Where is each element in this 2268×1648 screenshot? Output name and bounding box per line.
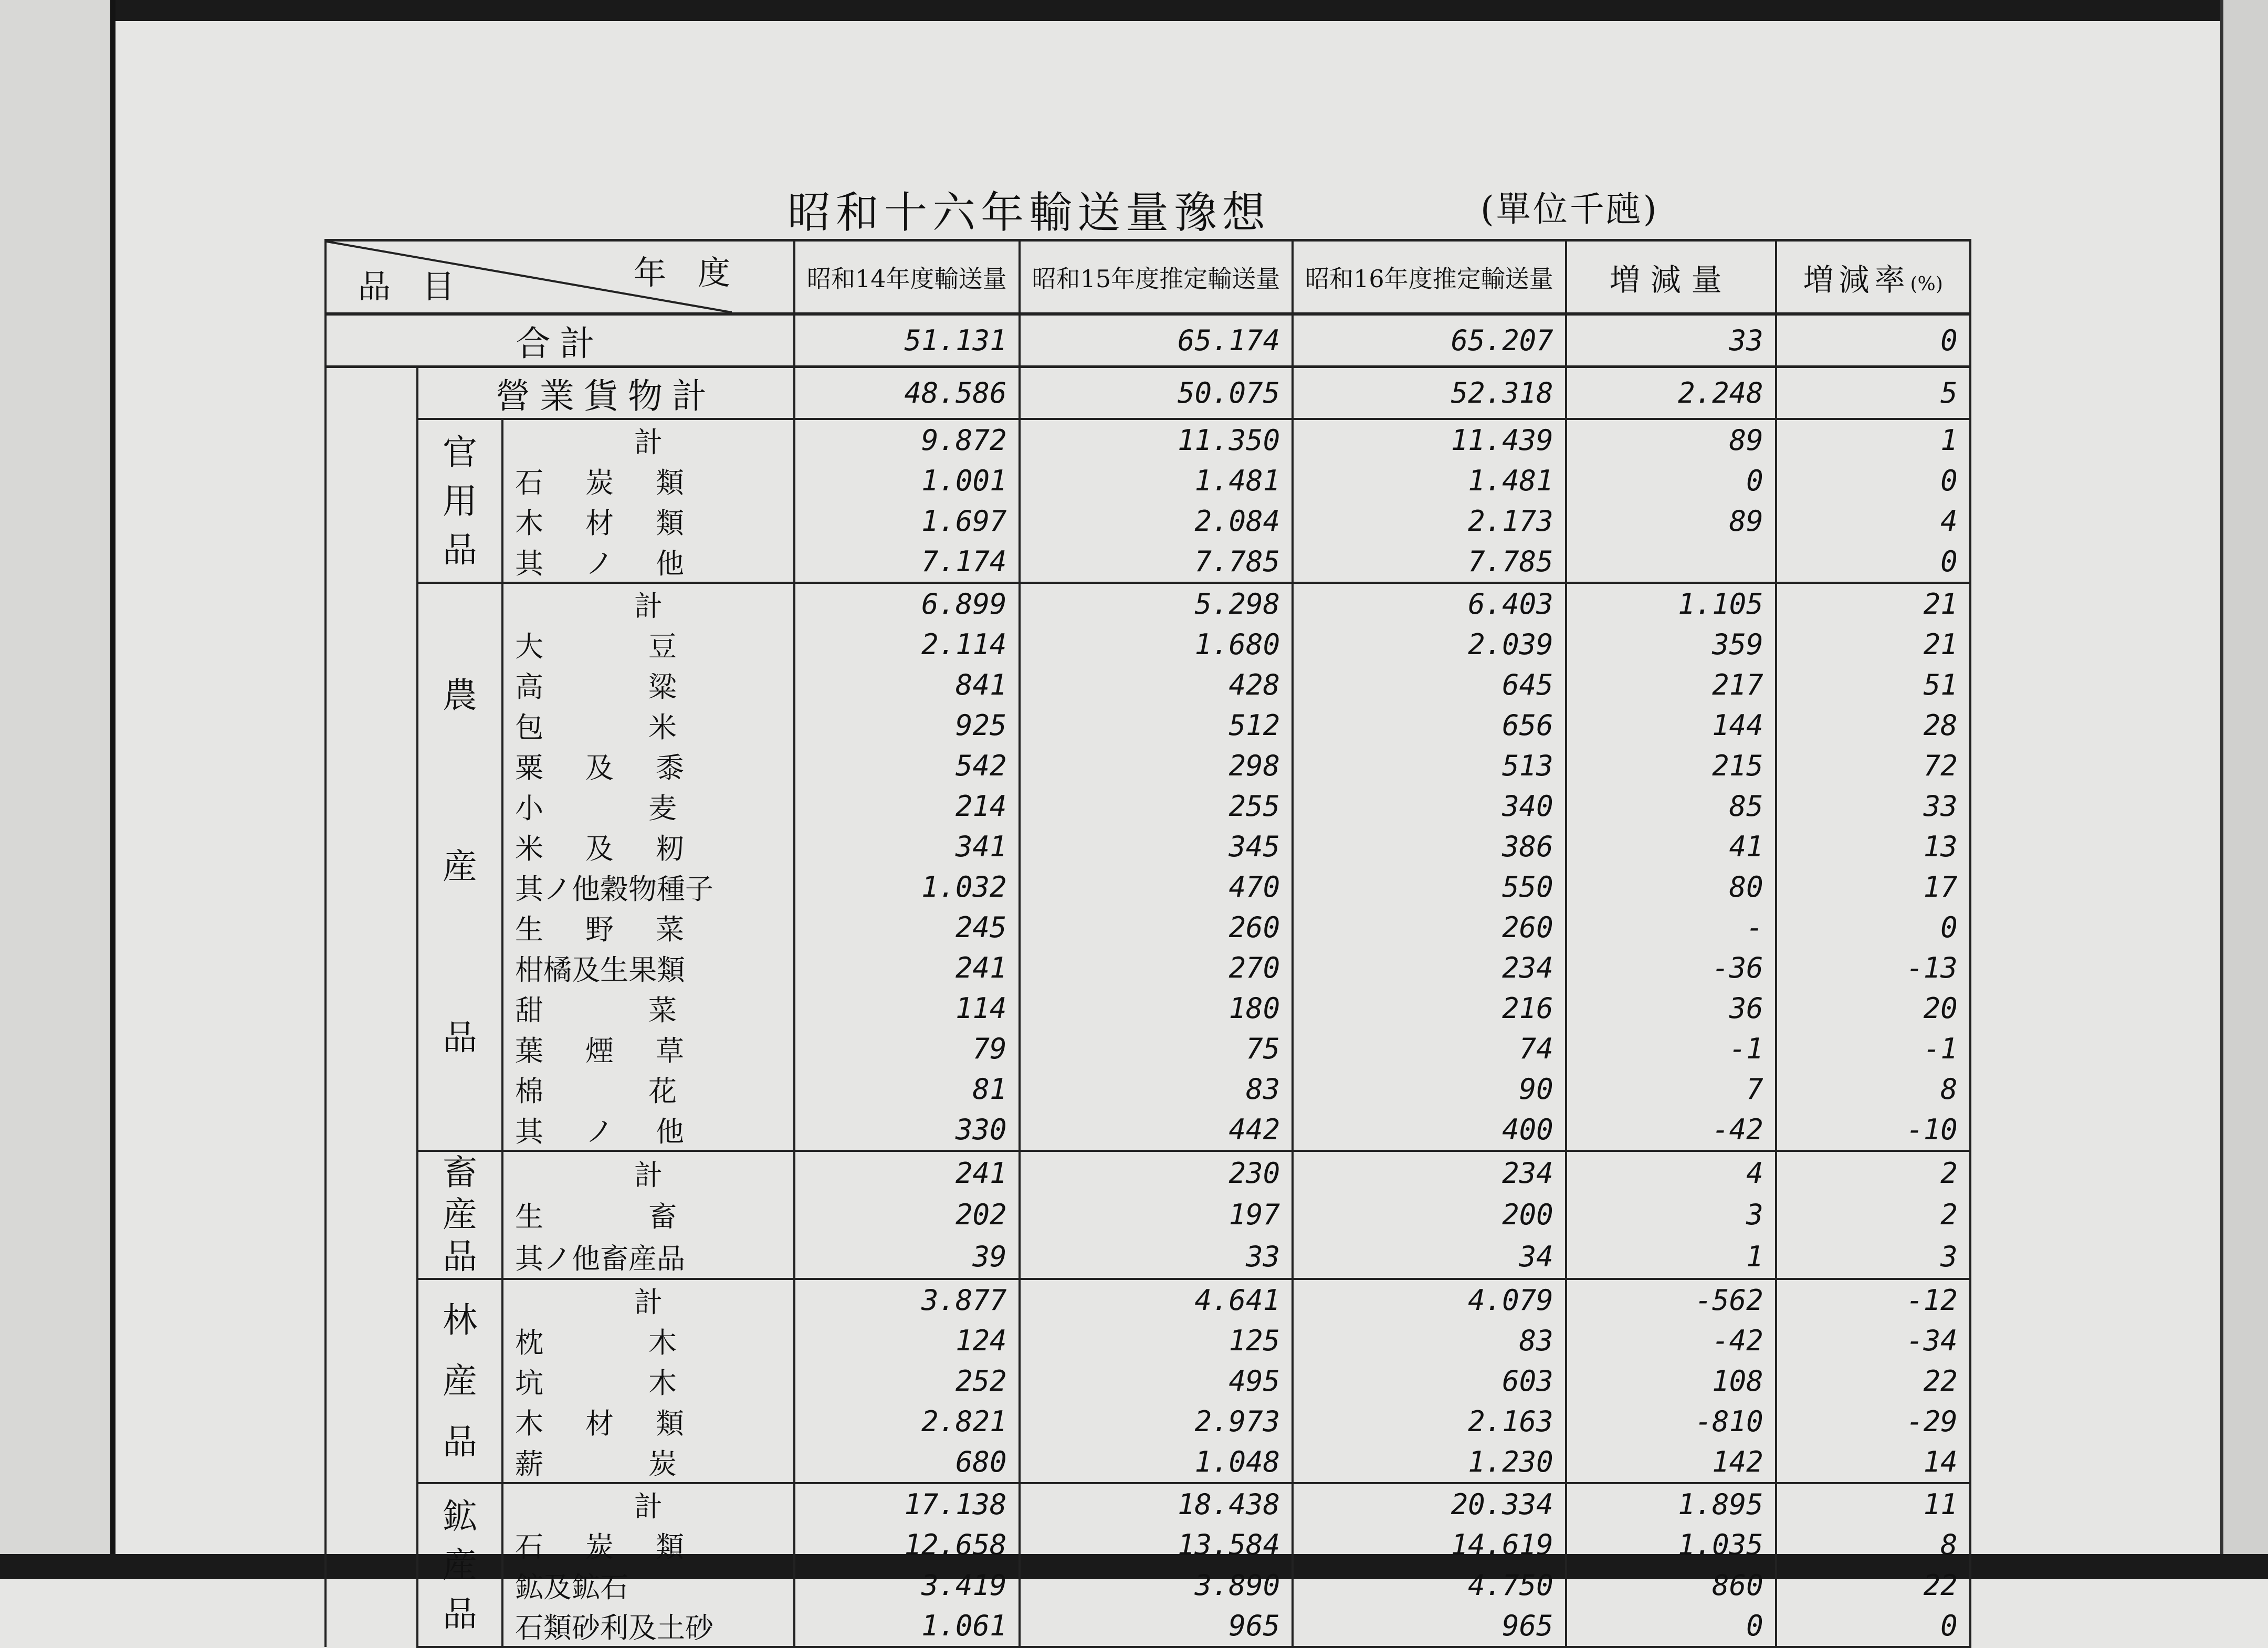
cell: 6.403 (1293, 583, 1566, 624)
header-item-label: 品目 (358, 267, 487, 306)
cell: 90 (1293, 1069, 1566, 1109)
cell: 75 (1020, 1028, 1293, 1069)
cell: 1.105 (1566, 583, 1776, 624)
cell: 21 (1776, 583, 1970, 624)
cell: 386 (1293, 826, 1566, 867)
cell: 108 (1566, 1361, 1776, 1401)
cell: 83 (1020, 1069, 1293, 1109)
subtotal-row (326, 1151, 1970, 1194)
group-label: 官用品 (417, 419, 502, 583)
cell: 200 (1293, 1194, 1566, 1236)
cell: 4.079 (1293, 1279, 1566, 1320)
cell: 1.481 (1020, 460, 1293, 501)
business-total-row (326, 367, 1970, 419)
cell: 114 (794, 988, 1020, 1028)
cell: 18.438 (1020, 1483, 1293, 1525)
cell: 2.973 (1020, 1401, 1293, 1442)
cell: 52.318 (1293, 367, 1566, 419)
cell: 1.481 (1293, 460, 1566, 501)
cell: -1 (1566, 1028, 1776, 1069)
cell: 1.230 (1293, 1442, 1566, 1483)
table-row (326, 1194, 1970, 1236)
table-row (326, 460, 1970, 501)
cell: 5.298 (1020, 583, 1293, 624)
cell: 2.821 (794, 1401, 1020, 1442)
item-label: 其ノ他穀物種子 (502, 867, 794, 907)
cell: 2.114 (794, 624, 1020, 665)
item-label: 其ノ他 (502, 1109, 794, 1151)
cell: -10 (1776, 1109, 1970, 1151)
table-row (326, 907, 1970, 948)
group-label: 農産品 (417, 583, 502, 1151)
cell: 17.138 (794, 1483, 1020, 1525)
cell: 144 (1566, 705, 1776, 746)
cell: 81 (794, 1069, 1020, 1109)
business-freight-side (326, 367, 417, 1647)
cell: 197 (1020, 1194, 1293, 1236)
cell: 0 (1566, 460, 1776, 501)
cell: 14 (1776, 1442, 1970, 1483)
cell: 495 (1020, 1361, 1293, 1401)
table-row (326, 1525, 1970, 1565)
header-col-change: 増減量 (1566, 240, 1776, 314)
table-row (326, 1565, 1970, 1605)
cell: 359 (1566, 624, 1776, 665)
cell: 33 (1776, 786, 1970, 826)
subtotal-row (326, 1483, 1970, 1525)
cell: 142 (1566, 1442, 1776, 1483)
table-row (326, 1361, 1970, 1401)
item-label: 木材類 (502, 1401, 794, 1442)
cell: 0 (1776, 314, 1970, 367)
group-label: 畜産品 (417, 1151, 502, 1279)
cell: 4.641 (1020, 1279, 1293, 1320)
cell: 8 (1776, 1525, 1970, 1565)
cell: 0 (1776, 541, 1970, 583)
table-row (326, 988, 1970, 1028)
item-label: 石炭類 (502, 1525, 794, 1565)
cell: 65.174 (1020, 314, 1293, 367)
item-label: 坑木 (502, 1361, 794, 1401)
item-label: 石炭類 (502, 460, 794, 501)
cell: 330 (794, 1109, 1020, 1151)
cell: 345 (1020, 826, 1293, 867)
cell: 39 (794, 1236, 1020, 1279)
cell: 80 (1566, 867, 1776, 907)
cell: 645 (1293, 665, 1566, 705)
cell: 4.750 (1293, 1565, 1566, 1605)
cell: 298 (1020, 746, 1293, 786)
cell: 14.619 (1293, 1525, 1566, 1565)
cell: 1.032 (794, 867, 1020, 907)
cell: 245 (794, 907, 1020, 948)
cell: 400 (1293, 1109, 1566, 1151)
cell: 0 (1776, 907, 1970, 948)
cell: 7 (1566, 1069, 1776, 1109)
cell: -34 (1776, 1320, 1970, 1361)
item-label: 生野菜 (502, 907, 794, 948)
cell: 13 (1776, 826, 1970, 867)
cell: 603 (1293, 1361, 1566, 1401)
subtotal-label: 計 (502, 419, 794, 460)
cell: 241 (794, 948, 1020, 988)
item-label: 包米 (502, 705, 794, 746)
grand-total-row (326, 314, 1970, 367)
cell: 180 (1020, 988, 1293, 1028)
item-label: 木材類 (502, 501, 794, 541)
table-row (326, 705, 1970, 746)
cell: 965 (1020, 1605, 1293, 1647)
cell: -1 (1776, 1028, 1970, 1069)
transport-volume-table (324, 239, 1971, 1648)
cell: 36 (1566, 988, 1776, 1028)
cell: 4 (1566, 1151, 1776, 1194)
unit-label: (單位千瓲) (1480, 189, 1659, 229)
cell: 1.001 (794, 460, 1020, 501)
cell: 2.163 (1293, 1401, 1566, 1442)
item-label: 其ノ他 (502, 541, 794, 583)
table-row (326, 1236, 1970, 1279)
cell: 51.131 (794, 314, 1020, 367)
cell: 89 (1566, 419, 1776, 460)
cell: -36 (1566, 948, 1776, 988)
cell: 1.035 (1566, 1525, 1776, 1565)
cell: 340 (1293, 786, 1566, 826)
cell (1566, 541, 1776, 583)
cell: 925 (794, 705, 1020, 746)
cell: 83 (1293, 1320, 1566, 1361)
cell: 6.899 (794, 583, 1020, 624)
item-label: 薪炭 (502, 1442, 794, 1483)
table-row (326, 541, 1970, 583)
cell: 1.680 (1020, 624, 1293, 665)
header-col-rate: 増減率(%) (1776, 240, 1970, 314)
item-label: 甜菜 (502, 988, 794, 1028)
cell: 1 (1776, 419, 1970, 460)
cell: 11.439 (1293, 419, 1566, 460)
table-row (326, 1442, 1970, 1483)
cell: 1.061 (794, 1605, 1020, 1647)
cell: 542 (794, 746, 1020, 786)
group-label: 鉱産品 (417, 1483, 502, 1647)
subtotal-label: 計 (502, 1279, 794, 1320)
item-label: 小麦 (502, 786, 794, 826)
item-label: 枕木 (502, 1320, 794, 1361)
cell: 2.248 (1566, 367, 1776, 419)
cell: 1 (1566, 1236, 1776, 1279)
cell: 260 (1293, 907, 1566, 948)
cell: 255 (1020, 786, 1293, 826)
cell: 79 (794, 1028, 1020, 1069)
cell: 3.419 (794, 1565, 1020, 1605)
cell: 260 (1020, 907, 1293, 948)
table-row (326, 1069, 1970, 1109)
cell: 216 (1293, 988, 1566, 1028)
cell: -12 (1776, 1279, 1970, 1320)
grand-total-label: 合計 (326, 314, 794, 367)
cell: 1.697 (794, 501, 1020, 541)
header-col-1939: 昭和16年度推定輸送量 (1293, 240, 1566, 314)
cell: 234 (1293, 948, 1566, 988)
item-label: 葉煙草 (502, 1028, 794, 1069)
subtotal-label: 計 (502, 583, 794, 624)
cell: 124 (794, 1320, 1020, 1361)
item-label: 大豆 (502, 624, 794, 665)
cell: 11 (1776, 1483, 1970, 1525)
cell: 841 (794, 665, 1020, 705)
cell: 7.785 (1293, 541, 1566, 583)
scan-right-margin (2220, 0, 2268, 1579)
table-row (326, 786, 1970, 826)
rate-unit: (%) (1910, 273, 1943, 295)
table-row (326, 948, 1970, 988)
cell: 341 (794, 826, 1020, 867)
cell: 202 (794, 1194, 1020, 1236)
table-row (326, 501, 1970, 541)
cell: 33 (1566, 314, 1776, 367)
table-row (326, 867, 1970, 907)
subtotal-label: 計 (502, 1483, 794, 1525)
cell: 21 (1776, 624, 1970, 665)
cell: 34 (1293, 1236, 1566, 1279)
cell: 7.785 (1020, 541, 1293, 583)
cell: 680 (794, 1442, 1020, 1483)
scan-left-margin (0, 0, 116, 1579)
cell: 72 (1776, 746, 1970, 786)
cell: 28 (1776, 705, 1970, 746)
header-year-label: 年度 (633, 254, 762, 292)
item-label: 石類砂利及土砂 (502, 1605, 794, 1647)
item-label: 高粱 (502, 665, 794, 705)
group-label: 林産品 (417, 1279, 502, 1483)
cell: -810 (1566, 1401, 1776, 1442)
cell: 51 (1776, 665, 1970, 705)
business-total-label: 營業貨物計 (417, 367, 794, 419)
cell: 125 (1020, 1320, 1293, 1361)
cell: - (1566, 907, 1776, 948)
cell: 33 (1020, 1236, 1293, 1279)
item-label: 鉱及鉱石 (502, 1565, 794, 1605)
cell: 656 (1293, 705, 1566, 746)
table-row (326, 1320, 1970, 1361)
cell: 13.584 (1020, 1525, 1293, 1565)
cell: 2 (1776, 1194, 1970, 1236)
header-corner (326, 240, 794, 314)
cell: 3 (1566, 1194, 1776, 1236)
cell: 89 (1566, 501, 1776, 541)
cell: -562 (1566, 1279, 1776, 1320)
cell: 442 (1020, 1109, 1293, 1151)
item-label: 柑橘及生果類 (502, 948, 794, 988)
cell: 1.895 (1566, 1483, 1776, 1525)
table-row (326, 1109, 1970, 1151)
cell: 860 (1566, 1565, 1776, 1605)
cell: 8 (1776, 1069, 1970, 1109)
scan-top-border (0, 0, 2268, 21)
cell: 230 (1020, 1151, 1293, 1194)
cell: 9.872 (794, 419, 1020, 460)
cell: 513 (1293, 746, 1566, 786)
table-row (326, 746, 1970, 786)
table-row (326, 826, 1970, 867)
cell: 241 (794, 1151, 1020, 1194)
subtotal-row (326, 419, 1970, 460)
cell: 214 (794, 786, 1020, 826)
cell: 252 (794, 1361, 1020, 1401)
cell: 428 (1020, 665, 1293, 705)
header-row (326, 240, 1970, 314)
cell: 0 (1776, 460, 1970, 501)
table-row (326, 1401, 1970, 1442)
subtotal-label: 計 (502, 1151, 794, 1194)
table-row (326, 1605, 1970, 1647)
header-col-1937: 昭和14年度輸送量 (794, 240, 1020, 314)
item-label: 棉花 (502, 1069, 794, 1109)
cell: 2.173 (1293, 501, 1566, 541)
cell: 965 (1293, 1605, 1566, 1647)
cell: 4 (1776, 501, 1970, 541)
cell: 0 (1566, 1605, 1776, 1647)
table-row (326, 665, 1970, 705)
cell: 3.890 (1020, 1565, 1293, 1605)
cell: 215 (1566, 746, 1776, 786)
item-label: 其ノ他畜産品 (502, 1236, 794, 1279)
subtotal-row (326, 583, 1970, 624)
cell: 1.048 (1020, 1442, 1293, 1483)
header-col-1938: 昭和15年度推定輸送量 (1020, 240, 1293, 314)
cell: 2.084 (1020, 501, 1293, 541)
cell: 20.334 (1293, 1483, 1566, 1525)
cell: 2.039 (1293, 624, 1566, 665)
cell: -42 (1566, 1109, 1776, 1151)
cell: 65.207 (1293, 314, 1566, 367)
cell: 41 (1566, 826, 1776, 867)
cell: 3.877 (794, 1279, 1020, 1320)
cell: 470 (1020, 867, 1293, 907)
item-label: 生畜 (502, 1194, 794, 1236)
cell: 0 (1776, 1605, 1970, 1647)
cell: -29 (1776, 1401, 1970, 1442)
document-title: 昭和十六年輸送量豫想 (788, 188, 1271, 238)
cell: 217 (1566, 665, 1776, 705)
cell: 22 (1776, 1361, 1970, 1401)
cell: 550 (1293, 867, 1566, 907)
item-label: 粟及黍 (502, 746, 794, 786)
cell: 512 (1020, 705, 1293, 746)
cell: 17 (1776, 867, 1970, 907)
cell: 22 (1776, 1565, 1970, 1605)
cell: 234 (1293, 1151, 1566, 1194)
cell: 11.350 (1020, 419, 1293, 460)
cell: 85 (1566, 786, 1776, 826)
cell: 270 (1020, 948, 1293, 988)
cell: 2 (1776, 1151, 1970, 1194)
cell: 74 (1293, 1028, 1566, 1069)
table-row (326, 624, 1970, 665)
cell: 50.075 (1020, 367, 1293, 419)
cell: -13 (1776, 948, 1970, 988)
cell: 5 (1776, 367, 1970, 419)
item-label: 米及籾 (502, 826, 794, 867)
cell: 7.174 (794, 541, 1020, 583)
table-row (326, 1028, 1970, 1069)
cell: 12.658 (794, 1525, 1020, 1565)
cell: 20 (1776, 988, 1970, 1028)
cell: 3 (1776, 1236, 1970, 1279)
cell: 48.586 (794, 367, 1020, 419)
subtotal-row (326, 1279, 1970, 1320)
cell: -42 (1566, 1320, 1776, 1361)
